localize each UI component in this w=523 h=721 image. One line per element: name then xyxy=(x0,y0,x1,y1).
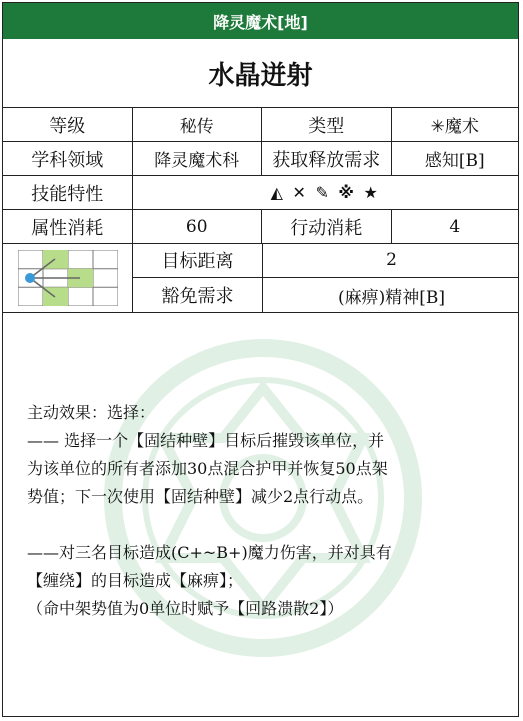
effect-line: —— 选择一个【固结种壁】目标后摧毁该单位，并 xyxy=(27,431,385,450)
type-value: ✳魔术 xyxy=(430,117,479,137)
effect-line: 为该单位的所有者添加30点混合护甲并恢复50点架 xyxy=(27,459,388,478)
traits-icons: ◭ ✕ ✎ ※ ★ xyxy=(270,183,380,202)
distance-value: 2 xyxy=(386,250,397,270)
range-block xyxy=(3,243,518,313)
effect-line: ——对三名目标造成(C+~B+)魔力伤害，并对具有 xyxy=(27,543,392,562)
req-value: 感知[B] xyxy=(424,151,485,171)
row-level-type xyxy=(3,108,518,142)
type-label: 类型 xyxy=(262,108,392,141)
action-cost-value: 4 xyxy=(449,216,461,237)
row-distance xyxy=(133,243,519,278)
row-field-req xyxy=(3,142,518,176)
immunity-label: 豁免需求 xyxy=(133,278,263,312)
effect-line: （命中架势值为0单位时赋予【回路溃散2】） xyxy=(27,599,344,618)
action-cost-label: 行动消耗 xyxy=(262,210,392,243)
skill-card xyxy=(2,2,519,717)
skill-title: 水晶迸射 xyxy=(3,39,518,108)
effect-line: 主动效果：选择： xyxy=(27,403,156,422)
effect-text xyxy=(27,399,507,623)
range-grid-icon xyxy=(3,243,133,312)
attr-cost-label: 属性消耗 xyxy=(3,210,133,243)
distance-label: 目标距离 xyxy=(133,243,263,277)
effect-line: 【缠绕】的目标造成【麻痹】； xyxy=(27,571,244,590)
effect-line: 势值；下一次使用【固结种壁】减少2点行动点。 xyxy=(27,487,374,506)
row-traits xyxy=(3,176,518,210)
req-label: 获取释放需求 xyxy=(262,142,392,175)
field-label: 学科领域 xyxy=(3,142,133,175)
row-costs xyxy=(3,210,518,244)
attr-cost-value: 60 xyxy=(133,210,263,243)
traits-label: 技能特性 xyxy=(3,176,133,209)
level-label: 等级 xyxy=(3,108,133,141)
level-value: 秘传 xyxy=(133,108,263,141)
immunity-value: (麻痹)精神[B] xyxy=(337,287,446,308)
row-immunity xyxy=(133,278,519,312)
field-value: 降灵魔术科 xyxy=(133,142,263,175)
category-header: 降灵魔术[地] xyxy=(3,3,518,39)
